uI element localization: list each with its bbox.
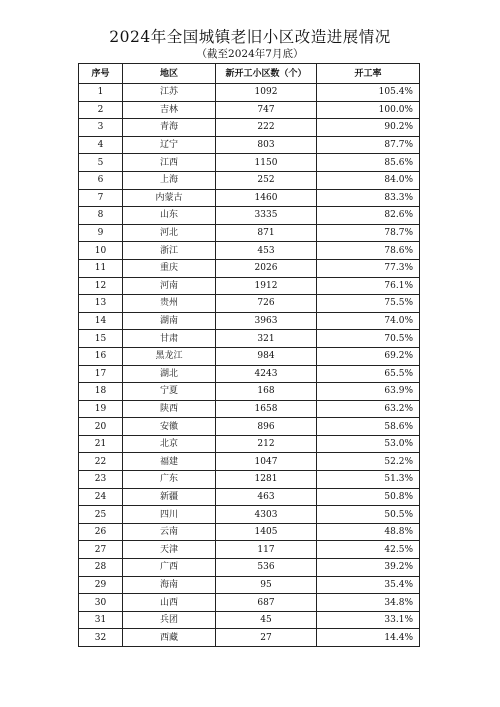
table-header-row	[79, 64, 420, 84]
cell-new-communities: 222	[216, 119, 317, 137]
cell-start-rate: 100.0%	[317, 101, 420, 119]
cell-index: 1	[79, 84, 123, 102]
table-row	[79, 277, 420, 295]
cell-region: 河北	[123, 224, 216, 242]
cell-region: 青海	[123, 119, 216, 137]
table-row	[79, 347, 420, 365]
cell-start-rate: 63.9%	[317, 383, 420, 401]
table-body	[79, 84, 420, 647]
table-row	[79, 488, 420, 506]
table-row	[79, 594, 420, 612]
cell-index: 5	[79, 154, 123, 172]
cell-start-rate: 63.2%	[317, 400, 420, 418]
cell-region: 兵团	[123, 611, 216, 629]
cell-start-rate: 51.3%	[317, 471, 420, 489]
table-row	[79, 136, 420, 154]
cell-region: 新疆	[123, 488, 216, 506]
cell-index: 29	[79, 576, 123, 594]
cell-new-communities: 168	[216, 383, 317, 401]
cell-region: 山西	[123, 594, 216, 612]
table-row	[79, 312, 420, 330]
cell-new-communities: 453	[216, 242, 317, 260]
cell-region: 西藏	[123, 629, 216, 647]
cell-index: 31	[79, 611, 123, 629]
cell-region: 河南	[123, 277, 216, 295]
table-row	[79, 330, 420, 348]
cell-index: 28	[79, 559, 123, 577]
cell-new-communities: 252	[216, 171, 317, 189]
cell-region: 浙江	[123, 242, 216, 260]
cell-new-communities: 1047	[216, 453, 317, 471]
cell-start-rate: 35.4%	[317, 576, 420, 594]
table-row	[79, 207, 420, 225]
cell-index: 4	[79, 136, 123, 154]
cell-new-communities: 95	[216, 576, 317, 594]
cell-new-communities: 3963	[216, 312, 317, 330]
cell-new-communities: 1460	[216, 189, 317, 207]
cell-index: 7	[79, 189, 123, 207]
table-row	[79, 101, 420, 119]
page-title: 2024年全国城镇老旧小区改造进展情况	[109, 28, 391, 46]
cell-index: 12	[79, 277, 123, 295]
table-row	[79, 84, 420, 102]
table-row	[79, 453, 420, 471]
cell-start-rate: 69.2%	[317, 347, 420, 365]
cell-start-rate: 39.2%	[317, 559, 420, 577]
cell-start-rate: 105.4%	[317, 84, 420, 102]
table-row	[79, 154, 420, 172]
cell-region: 重庆	[123, 259, 216, 277]
cell-region: 内蒙古	[123, 189, 216, 207]
cell-index: 20	[79, 418, 123, 436]
cell-index: 22	[79, 453, 123, 471]
cell-start-rate: 78.7%	[317, 224, 420, 242]
cell-index: 32	[79, 629, 123, 647]
cell-index: 17	[79, 365, 123, 383]
cell-start-rate: 48.8%	[317, 523, 420, 541]
cell-new-communities: 726	[216, 295, 317, 313]
cell-start-rate: 52.2%	[317, 453, 420, 471]
cell-region: 湖南	[123, 312, 216, 330]
cell-index: 14	[79, 312, 123, 330]
cell-new-communities: 803	[216, 136, 317, 154]
table-row	[79, 471, 420, 489]
cell-region: 福建	[123, 453, 216, 471]
cell-new-communities: 1912	[216, 277, 317, 295]
header-start-rate: 开工率	[317, 64, 420, 84]
cell-start-rate: 53.0%	[317, 435, 420, 453]
cell-start-rate: 75.5%	[317, 295, 420, 313]
cell-region: 黑龙江	[123, 347, 216, 365]
cell-index: 24	[79, 488, 123, 506]
table-row	[79, 629, 420, 647]
cell-new-communities: 463	[216, 488, 317, 506]
cell-new-communities: 321	[216, 330, 317, 348]
cell-new-communities: 896	[216, 418, 317, 436]
table-row	[79, 259, 420, 277]
cell-region: 陕西	[123, 400, 216, 418]
cell-index: 8	[79, 207, 123, 225]
table-row	[79, 383, 420, 401]
cell-start-rate: 33.1%	[317, 611, 420, 629]
cell-region: 天津	[123, 541, 216, 559]
cell-index: 27	[79, 541, 123, 559]
cell-start-rate: 77.3%	[317, 259, 420, 277]
cell-region: 湖北	[123, 365, 216, 383]
cell-start-rate: 34.8%	[317, 594, 420, 612]
cell-new-communities: 117	[216, 541, 317, 559]
cell-index: 11	[79, 259, 123, 277]
cell-index: 18	[79, 383, 123, 401]
cell-start-rate: 14.4%	[317, 629, 420, 647]
cell-new-communities: 2026	[216, 259, 317, 277]
cell-region: 宁夏	[123, 383, 216, 401]
cell-index: 10	[79, 242, 123, 260]
cell-region: 广西	[123, 559, 216, 577]
cell-index: 2	[79, 101, 123, 119]
table-row	[79, 576, 420, 594]
cell-new-communities: 27	[216, 629, 317, 647]
cell-region: 云南	[123, 523, 216, 541]
cell-new-communities: 1092	[216, 84, 317, 102]
cell-start-rate: 78.6%	[317, 242, 420, 260]
cell-index: 16	[79, 347, 123, 365]
cell-new-communities: 4303	[216, 506, 317, 524]
table-row	[79, 523, 420, 541]
cell-start-rate: 83.3%	[317, 189, 420, 207]
table-row	[79, 611, 420, 629]
table-row	[79, 295, 420, 313]
cell-index: 25	[79, 506, 123, 524]
cell-new-communities: 1150	[216, 154, 317, 172]
cell-region: 海南	[123, 576, 216, 594]
table-row	[79, 189, 420, 207]
page-subtitle: （截至2024年7月底）	[196, 48, 304, 60]
cell-new-communities: 1281	[216, 471, 317, 489]
cell-region: 四川	[123, 506, 216, 524]
table-row	[79, 400, 420, 418]
header-new-communities: 新开工小区数（个）	[216, 64, 317, 84]
table-row	[79, 119, 420, 137]
cell-new-communities: 212	[216, 435, 317, 453]
cell-region: 甘肃	[123, 330, 216, 348]
cell-region: 江西	[123, 154, 216, 172]
cell-start-rate: 74.0%	[317, 312, 420, 330]
cell-new-communities: 536	[216, 559, 317, 577]
cell-new-communities: 747	[216, 101, 317, 119]
table-row	[79, 559, 420, 577]
table-row	[79, 224, 420, 242]
cell-index: 9	[79, 224, 123, 242]
table-row	[79, 506, 420, 524]
cell-start-rate: 76.1%	[317, 277, 420, 295]
cell-index: 3	[79, 119, 123, 137]
cell-start-rate: 50.5%	[317, 506, 420, 524]
cell-new-communities: 1658	[216, 400, 317, 418]
cell-index: 23	[79, 471, 123, 489]
cell-region: 山东	[123, 207, 216, 225]
header-region: 地区	[123, 64, 216, 84]
cell-new-communities: 3335	[216, 207, 317, 225]
cell-region: 江苏	[123, 84, 216, 102]
cell-index: 30	[79, 594, 123, 612]
cell-new-communities: 1405	[216, 523, 317, 541]
cell-start-rate: 58.6%	[317, 418, 420, 436]
cell-region: 辽宁	[123, 136, 216, 154]
cell-start-rate: 65.5%	[317, 365, 420, 383]
progress-table	[78, 63, 420, 647]
table-row	[79, 242, 420, 260]
cell-start-rate: 50.8%	[317, 488, 420, 506]
table-row	[79, 171, 420, 189]
cell-new-communities: 984	[216, 347, 317, 365]
cell-region: 广东	[123, 471, 216, 489]
cell-region: 上海	[123, 171, 216, 189]
cell-index: 19	[79, 400, 123, 418]
header-index: 序号	[79, 64, 123, 84]
cell-region: 北京	[123, 435, 216, 453]
cell-region: 吉林	[123, 101, 216, 119]
cell-region: 贵州	[123, 295, 216, 313]
table-row	[79, 435, 420, 453]
cell-new-communities: 4243	[216, 365, 317, 383]
cell-start-rate: 85.6%	[317, 154, 420, 172]
table-row	[79, 418, 420, 436]
cell-start-rate: 82.6%	[317, 207, 420, 225]
table-row	[79, 541, 420, 559]
cell-start-rate: 84.0%	[317, 171, 420, 189]
cell-start-rate: 87.7%	[317, 136, 420, 154]
cell-index: 15	[79, 330, 123, 348]
cell-start-rate: 90.2%	[317, 119, 420, 137]
cell-new-communities: 687	[216, 594, 317, 612]
cell-new-communities: 45	[216, 611, 317, 629]
cell-index: 6	[79, 171, 123, 189]
cell-index: 26	[79, 523, 123, 541]
cell-new-communities: 871	[216, 224, 317, 242]
cell-start-rate: 42.5%	[317, 541, 420, 559]
cell-start-rate: 70.5%	[317, 330, 420, 348]
cell-index: 21	[79, 435, 123, 453]
cell-index: 13	[79, 295, 123, 313]
cell-region: 安徽	[123, 418, 216, 436]
table-row	[79, 365, 420, 383]
